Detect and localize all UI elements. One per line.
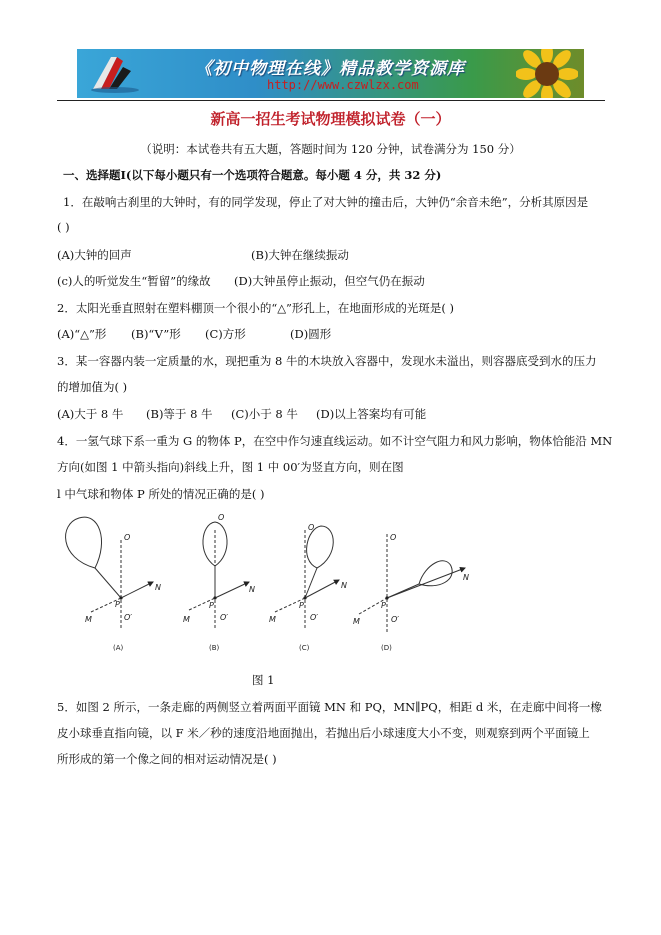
document-title: 新高一招生考试物理模拟试卷（一）	[210, 110, 451, 128]
panel-d-label-o: O	[390, 533, 397, 542]
question-2-option-d: (D)圆形	[290, 327, 332, 341]
panel-d-label-m: M	[353, 617, 360, 626]
panel-a-label-o2: O′	[124, 613, 133, 622]
question-3-stem-cont: 的增加值为( )	[57, 380, 128, 394]
panel-d-label-p: P	[381, 601, 386, 610]
panel-d	[353, 533, 469, 652]
panel-a-label-p: P	[115, 600, 120, 609]
banner-url: http://www.czwlzx.com	[267, 78, 419, 92]
sunflower-icon	[516, 49, 578, 98]
panel-c-label-m: M	[269, 615, 276, 624]
panel-c-label-n: N	[341, 581, 347, 590]
panel-c-caption: (C)	[299, 644, 310, 652]
header-rule	[57, 100, 605, 101]
question-5-line-1: 5．如图 2 所示，一条走廊的两侧竖立着两面平面镜 MN 和 PQ，MN∥PQ，相距 d 米，在走廊中间将一橡	[57, 700, 602, 714]
figure-1-diagram	[55, 510, 485, 660]
question-2-stem: 2．太阳光垂直照射在塑料棚顶一个很小的“△”形孔上，在地面形成的光斑是( )	[57, 301, 455, 315]
site-logo-icon	[87, 53, 143, 94]
question-3-option-d: (D)以上答案均有可能	[316, 407, 427, 421]
figure-1-caption: 图 1	[252, 673, 275, 687]
section-heading: 一、选择题Ⅰ(以下每小题只有一个选项符合题意。每小题 4 分，共 32 分)	[63, 168, 442, 182]
question-1-stem: 1．在敲响古刹里的大钟时，有的同学发现，停止了对大钟的撞击后，大钟仍“余音未绝”，分析其原因是	[63, 195, 589, 209]
question-1-option-a: (A)大钟的回声	[57, 248, 132, 262]
header-banner	[77, 49, 584, 98]
panel-b-label-m: M	[183, 615, 190, 624]
question-2-option-c: (C)方形	[205, 327, 246, 341]
question-5-line-3: 所形成的第一个像之间的相对运动情况是( )	[57, 752, 277, 766]
exam-note: （说明：本试卷共有五大题，答题时间为 120 分钟，试卷满分为 150 分）	[140, 142, 521, 156]
panel-b-label-o: O	[218, 513, 225, 522]
panel-b-label-n: N	[249, 585, 255, 594]
panel-d-label-o2: O′	[391, 615, 400, 624]
panel-b-label-o2: O′	[220, 613, 229, 622]
panel-b	[183, 513, 255, 652]
panel-c-label-o2: O′	[310, 613, 319, 622]
panel-a-label-n: N	[155, 583, 161, 592]
panel-a-caption: (A)	[113, 644, 124, 652]
panel-a-label-o: O	[124, 533, 131, 542]
question-3-option-c: (C)小于 8 牛	[231, 407, 298, 421]
panel-a	[66, 517, 161, 652]
banner-title: 《初中物理在线》精品教学资源库	[195, 59, 465, 79]
question-2-option-a: (A)“△”形	[57, 327, 107, 341]
question-3-option-b: (B)等于 8 牛	[146, 407, 213, 421]
question-4-stem-end: l 中气球和物体 P 所处的情况正确的是( )	[57, 487, 265, 501]
question-2-option-b: (B)“V”形	[131, 327, 181, 341]
question-1-option-b: (B)大钟在继续振动	[251, 248, 349, 262]
panel-c	[269, 523, 347, 652]
question-4-stem: 4．一氢气球下系一重为 G 的物体 P，在空中作匀速直线运动。如不计空气阻力和风力影响，物体恰能沿 MN	[57, 434, 613, 448]
panel-d-label-n: N	[463, 573, 469, 582]
panel-b-label-p: P	[209, 601, 214, 610]
question-5-line-2: 皮小球垂直指向镜，以 F 米／秒的速度沿地面抛出，若抛出后小球速度大小不变，则观察到两个平面镜上	[57, 726, 590, 740]
question-1-option-d: (D)大钟虽停止振动，但空气仍在振动	[234, 274, 425, 288]
panel-a-label-m: M	[85, 615, 92, 624]
question-1-option-c: (c)人的听觉发生“暂留”的缘故	[57, 274, 211, 288]
question-4-stem-cont: 方向(如图 1 中箭头指向)斜线上升，图 1 中 00′为竖直方向，则在图	[57, 460, 404, 474]
question-3-option-a: (A)大于 8 牛	[57, 407, 124, 421]
panel-d-caption: (D)	[381, 644, 392, 652]
panel-c-label-o: O	[308, 523, 315, 532]
panel-b-caption: (B)	[209, 644, 220, 652]
question-3-stem: 3．某一容器内装一定质量的水，现把重为 8 牛的木块放入容器中，发现水未溢出，则容器底受到水的压力	[57, 354, 597, 368]
panel-c-label-p: P	[299, 601, 304, 610]
question-1-bracket: ( )	[57, 220, 70, 234]
